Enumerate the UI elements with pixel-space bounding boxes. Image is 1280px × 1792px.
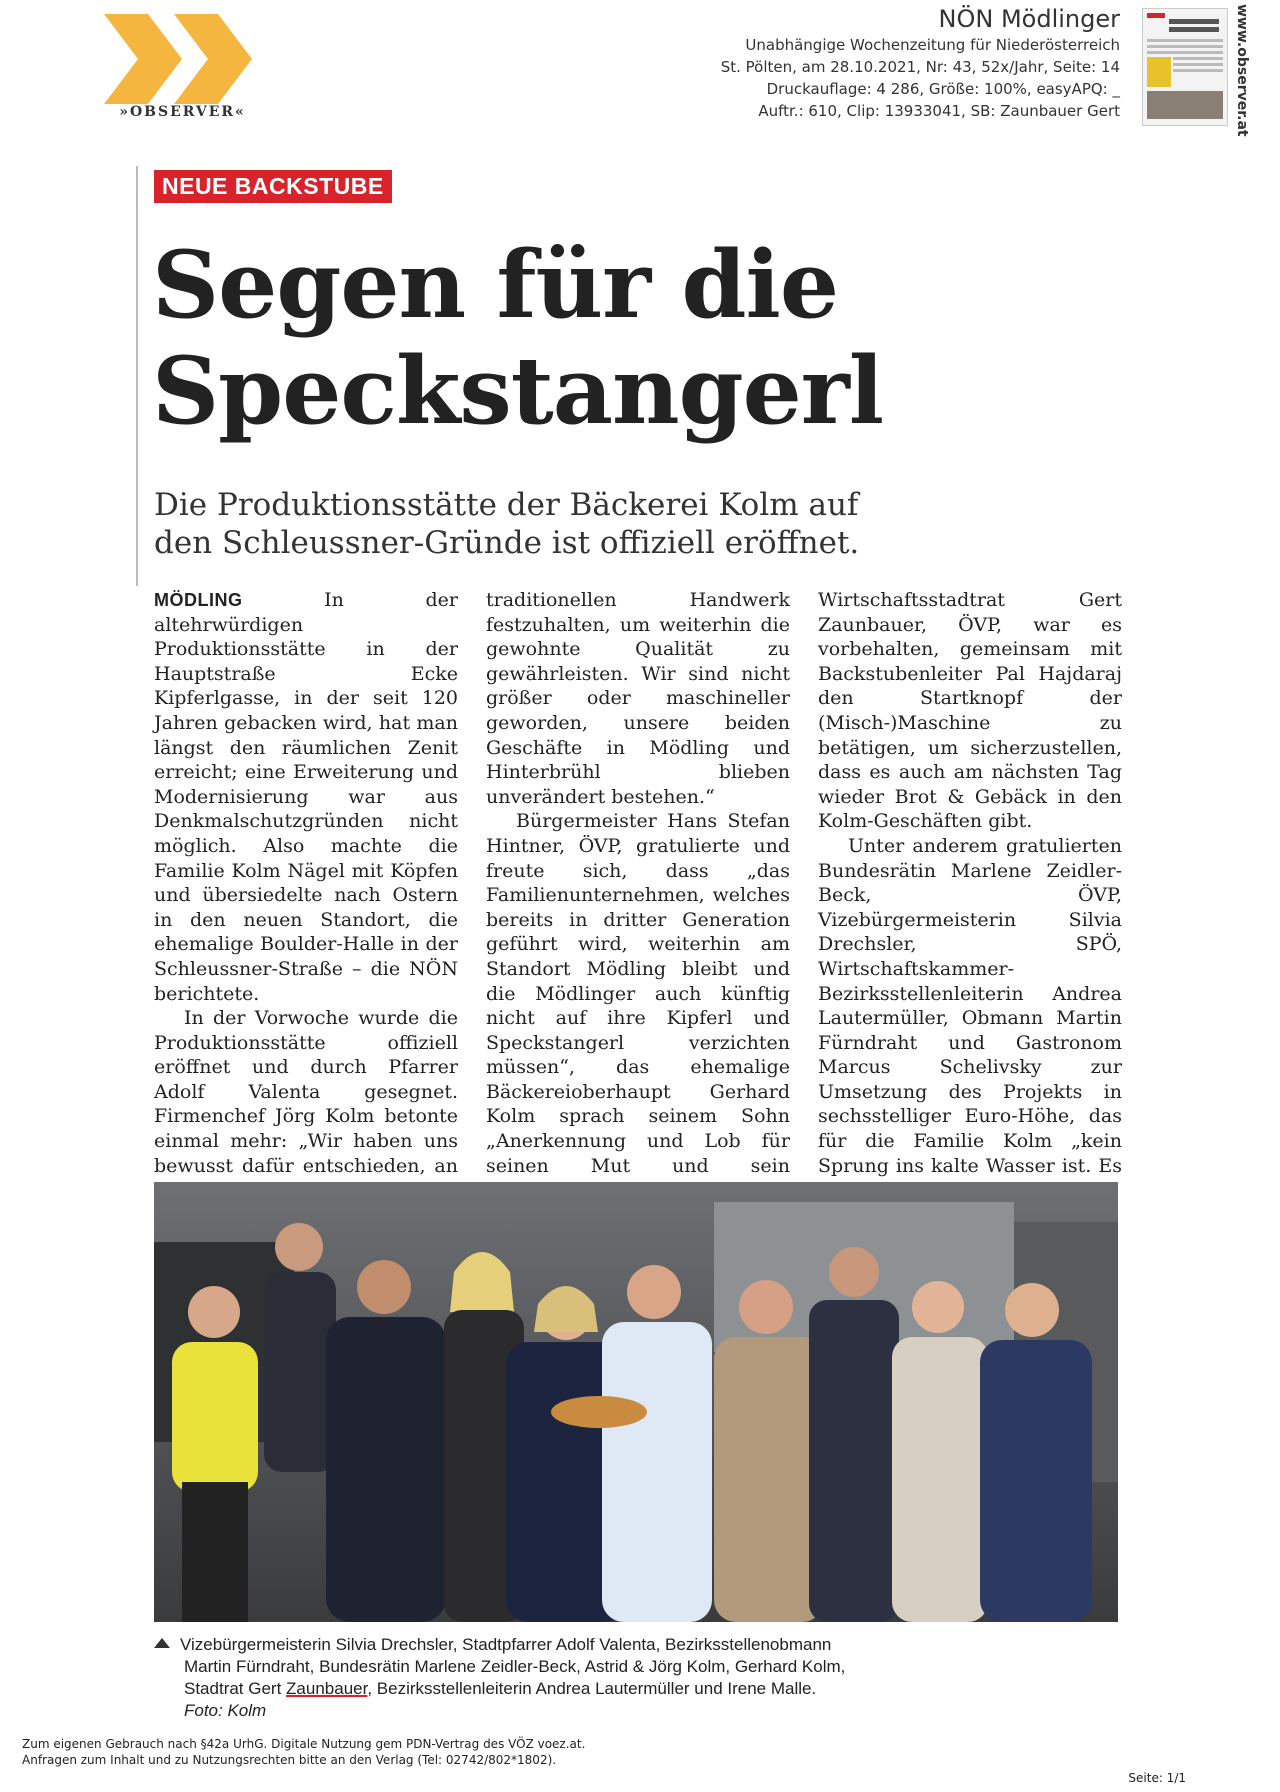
paragraph: In der Vorwoche wurde die Produktionsstätte offiziell eröffnet und durch Pfarrer Adolf Valenta gesegnet. Firmenchef Jörg Kolm betonte einmal mehr: „Wir haben uns bewusst dafür entschieden, an [154, 1007, 458, 1177]
caption-text: , Bezirksstellenleiterin Andrea Lautermüller und Irene Malle. [367, 1679, 817, 1698]
headline-line-2: Speckstangerl [152, 336, 884, 445]
paragraph-text: In der altehrwürdigen Produktionsstätte in der Hauptstraße Ecke Kipferlgasse, in der seit 120 Jahren gebacken wird, hat man längst den räumlichen Zenit erreicht; eine Erweiterung und Modernisierung war aus Denkmalschutzgründen nicht möglich. Also machte die Familie Kolm Nägel mit Köpfen und übersiedelte nach Ostern in den neuen Standort, die ehemalige Boulder-Halle in der Schleussner-Straße – die NÖN berichtete. [154, 589, 458, 1005]
caption-triangle-icon [154, 1638, 170, 1648]
headline-line-1: Segen für die [152, 230, 839, 339]
paragraph [154, 588, 458, 1006]
article-column-2 [486, 588, 790, 1203]
subhead-line-1: Die Produktionsstätte der Bäckerei Kolm auf [154, 487, 859, 523]
subhead-line-2: den Schleussner-Gründe ist offiziell eröffnet. [154, 525, 860, 561]
article-column-1 [154, 588, 458, 1203]
article-column-3 [818, 588, 1122, 1203]
article-rule [136, 166, 138, 586]
group-photo-illustration [154, 1182, 1118, 1622]
observer-logo-icon [100, 4, 260, 114]
logo-wordmark: »OBSERVER« [119, 104, 246, 120]
paragraph: Wirtschaftsstadtrat Gert Zaunbauer, ÖVP, war es vorbehalten, gemeinsam mit Backstubenleiter Pal Hajdaraj den Startknopf der (Misch-)Maschine zu betätigen, um sicherzustellen, dass es auch am nächsten Tag wieder Brot & Gebäck in den Kolm-Geschäften gibt. [818, 589, 1122, 833]
page-number: Seite: 1/1 [1128, 1771, 1186, 1785]
caption-line-3 [184, 1678, 1118, 1700]
photo-caption [154, 1634, 1118, 1722]
article-photo [154, 1182, 1118, 1622]
article-headline [152, 232, 1052, 444]
circulation-info: Druckauflage: 4 286, Größe: 100%, easyAPQ: _ [766, 80, 1120, 98]
paragraph: traditionellen Handwerk festzuhalten, um weiterhin die gewohnte Qualität zu gewährleisten. Wir sind nicht größer oder maschineller geworden, unsere beiden Geschäfte in Mödling und Hinterbrühl blieben unverändert bestehen.“ [486, 589, 790, 808]
usage-notice-line-1: Zum eigenen Gebrauch nach §42a UrhG. Digitale Nutzung gem PDN-Vertrag des VÖZ voez.at. [22, 1737, 586, 1751]
website-vertical [1228, 4, 1254, 137]
place-date: St. Pölten, am 28.10.2021, Nr: 43, 52x/Jahr, Seite: 14 [720, 58, 1120, 76]
usage-notice-line-2: Anfragen zum Inhalt und zu Nutzungsrechten bitte an den Verlag (Tel: 02742/802*1802). [22, 1753, 557, 1767]
clipping-metadata [721, 4, 1120, 122]
caption-text: Stadtrat Gert [184, 1679, 287, 1698]
article-dateline: MÖDLING [154, 590, 243, 610]
article-kicker: NEUE BACKSTUBE [154, 170, 392, 203]
caption-highlight: Zaunbauer [286, 1679, 368, 1698]
website-link[interactable]: www.observer.at [1234, 4, 1250, 137]
usage-notice [22, 1736, 585, 1768]
article-subheadline [154, 486, 1054, 562]
order-info: Auftr.: 610, Clip: 13933041, SB: Zaunbauer Gert [758, 102, 1120, 120]
publication-name: NÖN Mödlinger [938, 5, 1120, 33]
thumbnail-preview-icon [1143, 9, 1227, 125]
photo-credit: Foto: Kolm [184, 1701, 267, 1720]
publication-tagline: Unabhängige Wochenzeitung für Niederösterreich [745, 36, 1120, 54]
paragraph: Unter anderem gratulierten Bundesrätin Marlene Zeidler-Beck, ÖVP, Vizebürgermeisterin Silvia Drechsler, SPÖ, Wirtschaftskammer-Bezirksstellenleiterin Andrea Lautermüller, Obmann Martin Fürndraht und Gastronom Marcus Schelivsky zur Umsetzung des Projekts in sechsstelliger Euro-Höhe, das für die Familie Kolm „kein Sprung ins kalte Wasser ist. Es [818, 834, 1122, 1177]
caption-line-1: Vizebürgermeisterin Silvia Drechsler, Stadtpfarrer Adolf Valenta, Bezirksstellenobmann [180, 1635, 832, 1654]
caption-line-2: Martin Fürndraht, Bundesrätin Marlene Zeidler-Beck, Astrid & Jörg Kolm, Gerhard Kolm, [184, 1657, 846, 1676]
page-thumbnail[interactable] [1142, 8, 1228, 126]
paragraph: Bürgermeister Hans Stefan Hintner, ÖVP, gratulierte und freute sich, dass „das Familienunternehmen, welches bereits in dritter Generation geführt wird, weiterhin am Standort Mödling bleibt und die Mödlinger auch künftig nicht auf ihre Kipferl und Speckstangerl verzichten müssen“, das ehemalige Bäckereioberhaupt Gerhard Kolm sprach seinem Sohn „Anerkennung und Lob für seinen Mut und sein [486, 810, 790, 1177]
